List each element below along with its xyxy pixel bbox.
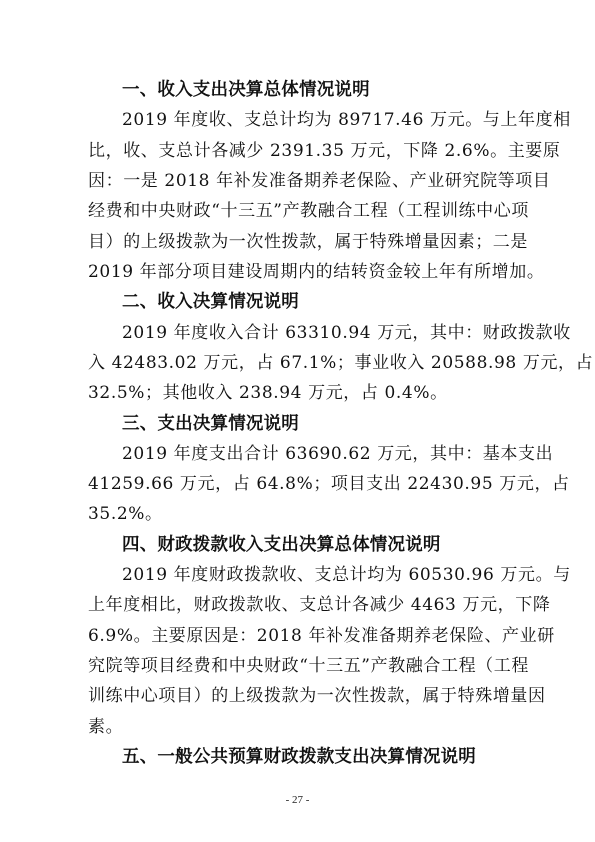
paragraph-line: 41259.66 万元，占 64.8%；项目支出 22430.95 万元，占: [88, 474, 570, 494]
section-heading-1: 一、收入支出决算总体情况说明: [122, 80, 370, 100]
paragraph-line: 素。: [88, 717, 124, 737]
paragraph-line: 目）的上级拨款为一次性拨款，属于特殊增量因素；二是: [88, 232, 528, 252]
section-heading-3: 三、支出决算情况说明: [122, 414, 299, 434]
paragraph-line: 经费和中央财政“十三五”产教融合工程（工程训练中心项: [88, 201, 529, 221]
paragraph-line: 2019 年度支出合计 63690.62 万元，其中：基本支出: [122, 444, 554, 464]
section-heading-4: 四、财政拨款收入支出决算总体情况说明: [122, 535, 441, 555]
paragraph-line: 入 42483.02 万元，占 67.1%；事业收入 20588.98 万元，占: [88, 353, 594, 373]
paragraph-line: 35.2%。: [88, 504, 163, 524]
section-heading-5: 五、一般公共预算财政拨款支出决算情况说明: [122, 747, 476, 767]
paragraph-line: 训练中心项目）的上级拨款为一次性拨款，属于特殊增量因: [88, 686, 546, 706]
paragraph-line: 比，收、支总计各减少 2391.35 万元，下降 2.6%。主要原: [88, 141, 561, 161]
paragraph-line: 2019 年度收、支总计均为 89717.46 万元。与上年度相: [122, 110, 571, 130]
paragraph-line: 2019 年度财政拨款收、支总计均为 60530.96 万元。与: [122, 565, 571, 585]
paragraph-line: 2019 年度收入合计 63310.94 万元，其中：财政拨款收: [122, 323, 571, 343]
paragraph-line: 上年度相比，财政拨款收、支总计各减少 4463 万元，下降: [88, 595, 551, 615]
paragraph-line: 32.5%；其他收入 238.94 万元，占 0.4%。: [88, 383, 448, 403]
paragraph-line: 究院等项目经费和中央财政“十三五”产教融合工程（工程: [88, 656, 529, 676]
page-number: - 27 -: [285, 794, 310, 806]
paragraph-line: 因：一是 2018 年补发准备期养老保险、产业研究院等项目: [88, 171, 551, 191]
section-heading-2: 二、收入决算情况说明: [122, 292, 299, 312]
paragraph-line: 6.9%。主要原因是：2018 年补发准备期养老保险、产业研: [88, 626, 555, 646]
paragraph-line: 2019 年部分项目建设周期内的结转资金较上年有所增加。: [88, 262, 545, 282]
